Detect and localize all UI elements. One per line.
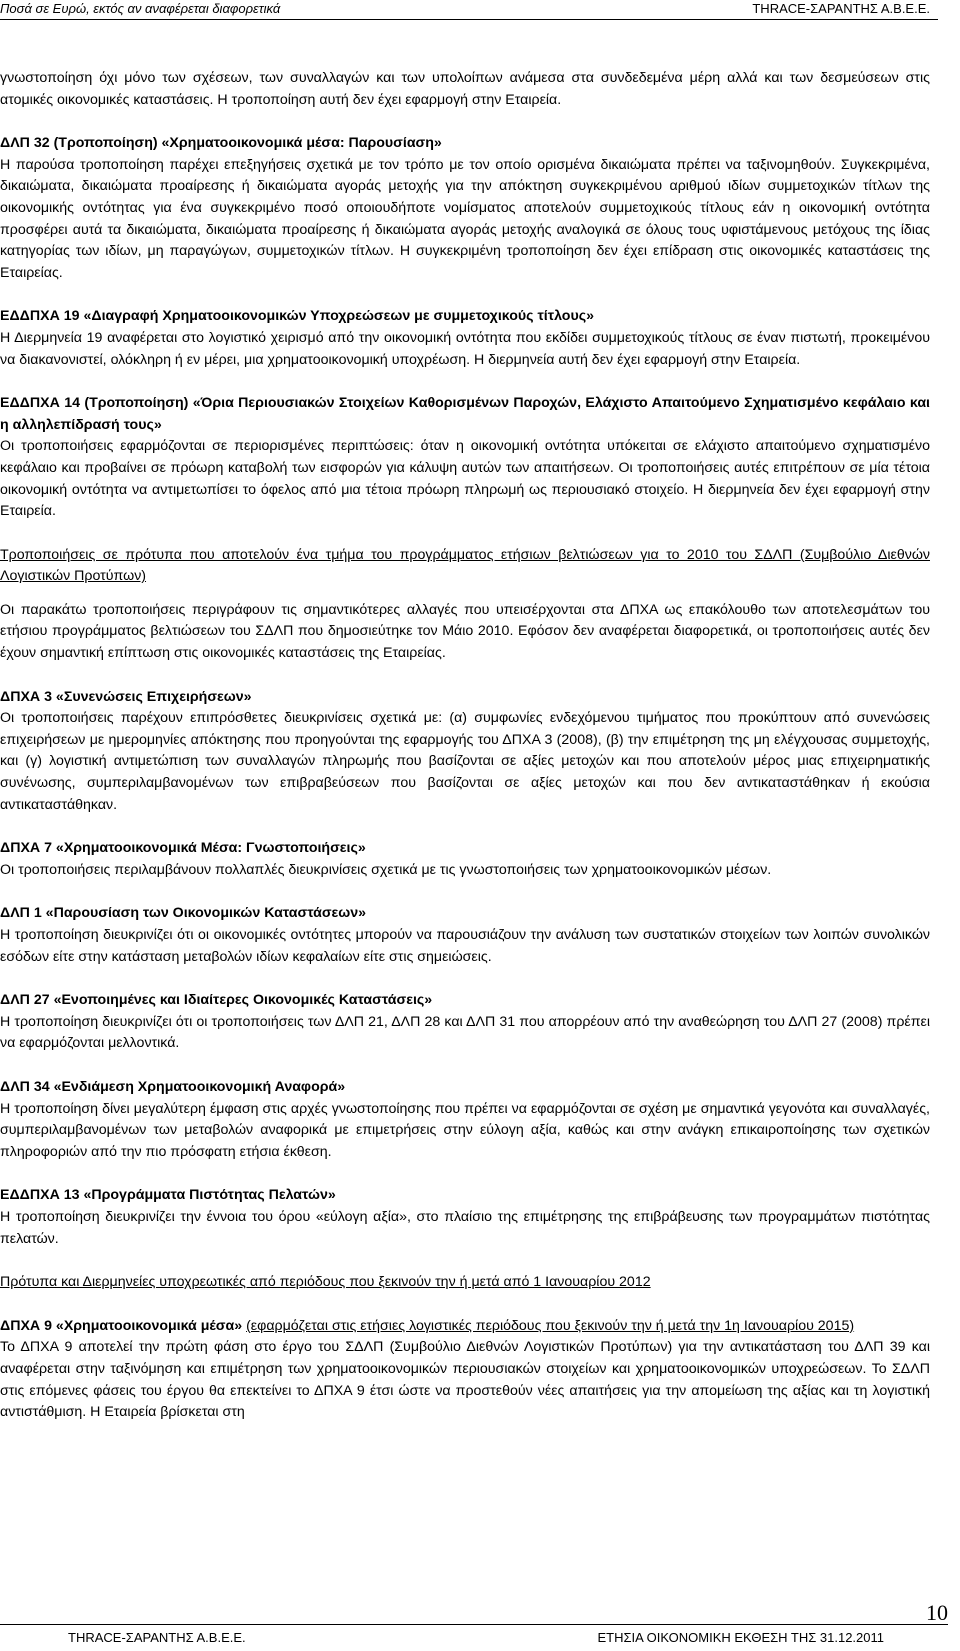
section-title <box>0 1272 930 1294</box>
footer-rule <box>0 1624 948 1625</box>
section-title-text: ΕΔΔΠΧΑ 19 «Διαγραφή Χρηματοοικονομικών Υποχρεώσεων με συμμετοχικούς τίτλους» <box>0 308 594 325</box>
header-company: THRACE-ΣΑΡΑΝΤΗΣ Α.Β.Ε.Ε. <box>752 1 930 16</box>
paragraph: Η τροποποίηση διευκρινίζει την έννοια του όρου «εύλογη αξία», στο πλαίσιο της επιμέτρησης της επιβράβευσης των προγραμμάτων πιστότητας πελατών. <box>0 1208 930 1247</box>
section-title <box>0 1316 930 1338</box>
section-title <box>0 545 930 588</box>
paragraph: Η τροποποίηση διευκρινίζει ότι οι τροποποιήσεις των ΔΛΠ 21, ΔΛΠ 28 και ΔΛΠ 31 που απορρέουν από την αναθεώρηση του ΔΛΠ 27 (2008) πρέπει να εφαρμόζονται μελλοντικά. <box>0 1013 930 1052</box>
paragraph: Η παρούσα τροποποίηση παρέχει επεξηγήσεις σχετικά με τον τρόπο με τον οποίο ορισμένα δικαιώματα πρέπει να ταξινομηθούν. Συγκεκριμένα, δικαιώματα, δικαιώματα προαίρεσης ή δικαιώματα αγοράς μετοχής για την απόκτηση συγκεκριμένου αριθμού ιδίων συμμετοχικών τίτλων της οικονομικής οντότητας για ένα συγκεκριμένο ποσό οποιουδήποτε νομίσματος αποτελούν συμμετοχικούς τίτλους εάν η οικονομική οντότητα προσφέρει αυτά τα δικαιώματα, δικαιώματα προαίρεσης ή δικαιώματα αγοράς μετοχής αναλογικά σε όλους τους υφιστάμενους μετόχους της ίδιας κατηγορίας των ιδίων, μη παραγώγων, συμμετοχικών τίτλων. Η συγκεκριμένη τροποποίηση δεν έχει επίδραση στις οικονομικές καταστάσεις της Εταιρείας. <box>0 156 930 281</box>
paragraph: Η Διερμηνεία 19 αναφέρεται στο λογιστικό χειρισμό από την οικονομική οντότητα που εκδίδει συμμετοχικούς τίτλους σε έναν πιστωτή, προκειμένου να διακανονιστεί, ολόκληρη ή εν μέρει, μια χρηματοοικονομική υποχρέωση. Η διερμηνεία αυτή δεν έχει εφαρμογή στην Εταιρεία. <box>0 329 930 368</box>
paragraph: Οι παρακάτω τροποποιήσεις περιγράφουν τις σημαντικότερες αλλαγές που υπεισέρχονται στα ΔΠΧΑ ως επακόλουθο των αποτελεσμάτων του ετήσιου προγράμματος βελτιώσεων του ΣΔΛΠ που δημοσιεύτηκε τον Μάιο 2010. Εφόσον δεν αναφέρεται διαφορετικά, οι τροποποιήσεις αυτές δεν έχουν σημαντική επίπτωση στις οικονομικές καταστάσεις της Εταιρείας. <box>0 601 930 662</box>
section-title <box>0 306 930 328</box>
section-title <box>0 1185 930 1207</box>
section-title-text: ΔΠΧΑ 3 «Συνενώσεις Επιχειρήσεων» <box>0 688 252 705</box>
paragraph: Η τροποποίηση δίνει μεγαλύτερη έμφαση στις αρχές γνωστοποίησης που πρέπει να εφαρμόζονται σε σχέση με σημαντικά γεγονότα και συναλλαγές, συμπεριλαμβανομένων των μεταβολών αναφορικά με επιμετρήσεις στην εύλογη αξία, καθώς και στην ανάγκη επικαιροποίησης των σχετικών πληροφοριών από την πιο πρόσφατη ετήσια έκθεση. <box>0 1100 930 1160</box>
section-title <box>0 393 930 436</box>
paragraph: Το ΔΠΧΑ 9 αποτελεί την πρώτη φάση στο έργο του ΣΔΛΠ (Συμβούλιο Διεθνών Λογιστικών Προτύπων) για την αντικατάσταση του ΔΛΠ 39 και αναφέρεται στην ταξινόμηση και επιμέτρηση των χρηματοοικονομικών περιουσιακών στοιχείων και χρηματοοικονομικών υποχρεώσεων. Το ΣΔΛΠ στις επόμενες φάσεις του έργου θα επεκτείνει το ΔΠΧΑ 9 έτσι ώστε να προστεθούν νέες απαιτήσεις για την απομείωση της αξίας και τη λογιστική αντιστάθμιση. Η Εταιρεία βρίσκεται στη <box>0 1339 930 1421</box>
section-title-text: ΔΛΠ 1 «Παρουσίαση των Οικονομικών Καταστάσεων» <box>0 905 367 922</box>
page-header <box>0 0 960 20</box>
section-title <box>0 903 930 925</box>
section-title <box>0 838 930 860</box>
section-title-text: ΕΔΔΠΧΑ 14 (Τροποποίηση) «Όρια Περιουσιακών Στοιχείων Καθορισμένων Παροχών, Ελάχιστο Απαιτούμενο Σχηματισμένο κεφάλαιο και η αλληλεπίδρασή τους» <box>0 395 930 433</box>
page-number: 10 <box>926 1600 948 1625</box>
section-title <box>0 687 930 709</box>
section-title-text: ΔΛΠ 34 «Ενδιάμεση Χρηματοοικονομική Αναφορά» <box>0 1078 346 1095</box>
section-title-text: Πρότυπα και Διερμηνείες υποχρεωτικές από περιόδους που ξεκινούν την ή μετά από 1 Ιανουαρίου 2012 <box>0 1274 651 1291</box>
section-title-text: Τροποποιήσεις σε πρότυπα που αποτελούν ένα τμήμα του προγράμματος ετήσιων βελτιώσεων για το 2010 του ΣΔΛΠ (Συμβούλιο Διεθνών Λογιστικών Προτύπων) <box>0 546 930 585</box>
section-title <box>0 990 930 1012</box>
footer-company: THRACE-ΣΑΡΑΝΤΗΣ Α.Β.Ε.Ε. <box>68 1630 246 1645</box>
paragraph: Οι τροποποιήσεις περιλαμβάνουν πολλαπλές διευκρινίσεις σχετικά με τις γνωστοποιήσεις των χρηματοοικονομικών μέσων. <box>0 861 772 878</box>
footer-report-title: ΕΤΗΣΙΑ ΟΙΚΟΝΟΜΙΚΗ ΕΚΘΕΣΗ ΤΗΣ 31.12.2011 <box>597 1630 884 1645</box>
paragraph: Οι τροποποιήσεις παρέχουν επιπρόσθετες διευκρινίσεις σχετικά με: (α) συμφωνίες ενδεχόμενου τιμήματος που προκύπτουν από συνενώσεις επιχειρήσεων με ημερομηνίες απόκτησης που προηγούνται της εφαρμογής του ΔΠΧΑ 3 (2008), (β) την επιμέτρηση της μη ελέγχουσας συμμετοχής, και (γ) λογιστική αντιμετώπιση των συναλλαγών πληρωμής που βασίζονται σε αξίες μετοχών και που αποτελούν μέρος μιας επιχειρηματικής συνένωσης, συμπεριλαμβανομένων των επιβραβεύσεων που βασίζονται σε αξίες μετοχών και που δεν αντικαταστάθηκαν ή εκούσια αντικαταστάθηκαν. <box>0 710 930 813</box>
section-title-text: ΔΛΠ 27 «Ενοποιημένες και Ιδιαίτερες Οικονομικές Καταστάσεις» <box>0 992 433 1009</box>
header-note: Ποσά σε Ευρώ, εκτός αν αναφέρεται διαφορετικά <box>0 1 281 16</box>
section-title-text: ΕΔΔΠΧΑ 13 «Προγράμματα Πιστότητας Πελατών» <box>0 1187 336 1204</box>
paragraph: Η τροποποίηση διευκρινίζει ότι οι οικονομικές οντότητες μπορούν να παρουσιάζουν την ανάλυση των συστατικών στοιχείων των λοιπών συνολικών εσόδων είτε στην κατάσταση μεταβολών ιδίων κεφαλαίων είτε στις σημειώσεις. <box>0 927 930 965</box>
section-title <box>0 133 930 155</box>
paragraph: Οι τροποποιήσεις εφαρμόζονται σε περιορισμένες περιπτώσεις: όταν η οικονομική οντότητα υπόκειται σε ελάχιστο απαιτούμενο σχηματισμένο κεφάλαιο και προβαίνει σε πρόωρη καταβολή των εισφορών για κάλυψη αυτών των απαιτήσεων. Οι τροποποιήσεις αυτές επιτρέπουν σε μία τέτοια οικονομική οντότητα να αντιμετωπίσει το όφελος από μια τέτοια πρόωρη πληρωμή ως περιουσιακό στοιχείο. Η διερμηνεία δεν έχει εφαρμογή στην Εταιρεία. <box>0 438 930 520</box>
document-body <box>0 68 930 1424</box>
section-title-text: ΔΠΧΑ 7 «Χρηματοοικονομικά Μέσα: Γνωστοποιήσεις» <box>0 840 366 857</box>
section-title-note: (εφαρμόζεται στις ετήσιες λογιστικές περιόδους που ξεκινούν την ή μετά την 1η Ιανουαρίου 2015) <box>246 1317 855 1334</box>
section-title <box>0 1077 930 1099</box>
section-title-text: ΔΠΧΑ 9 «Χρηματοοικονομικά μέσα» <box>0 1317 243 1334</box>
page-footer <box>0 1600 960 1651</box>
section-title-text: ΔΛΠ 32 (Τροποποίηση) «Χρηματοοικονομικά μέσα: Παρουσίαση» <box>0 135 442 152</box>
paragraph: γνωστοποίηση όχι μόνο των σχέσεων, των συναλλαγών και των υπολοίπων ανάμεσα στα συνδεδεμένα μέρη αλλά και των δεσμεύσεων στις ατομικές οικονομικές καταστάσεις. Η τροποποίηση αυτή δεν έχει εφαρμογή στην Εταιρεία. <box>0 70 930 108</box>
header-rule <box>0 19 938 20</box>
